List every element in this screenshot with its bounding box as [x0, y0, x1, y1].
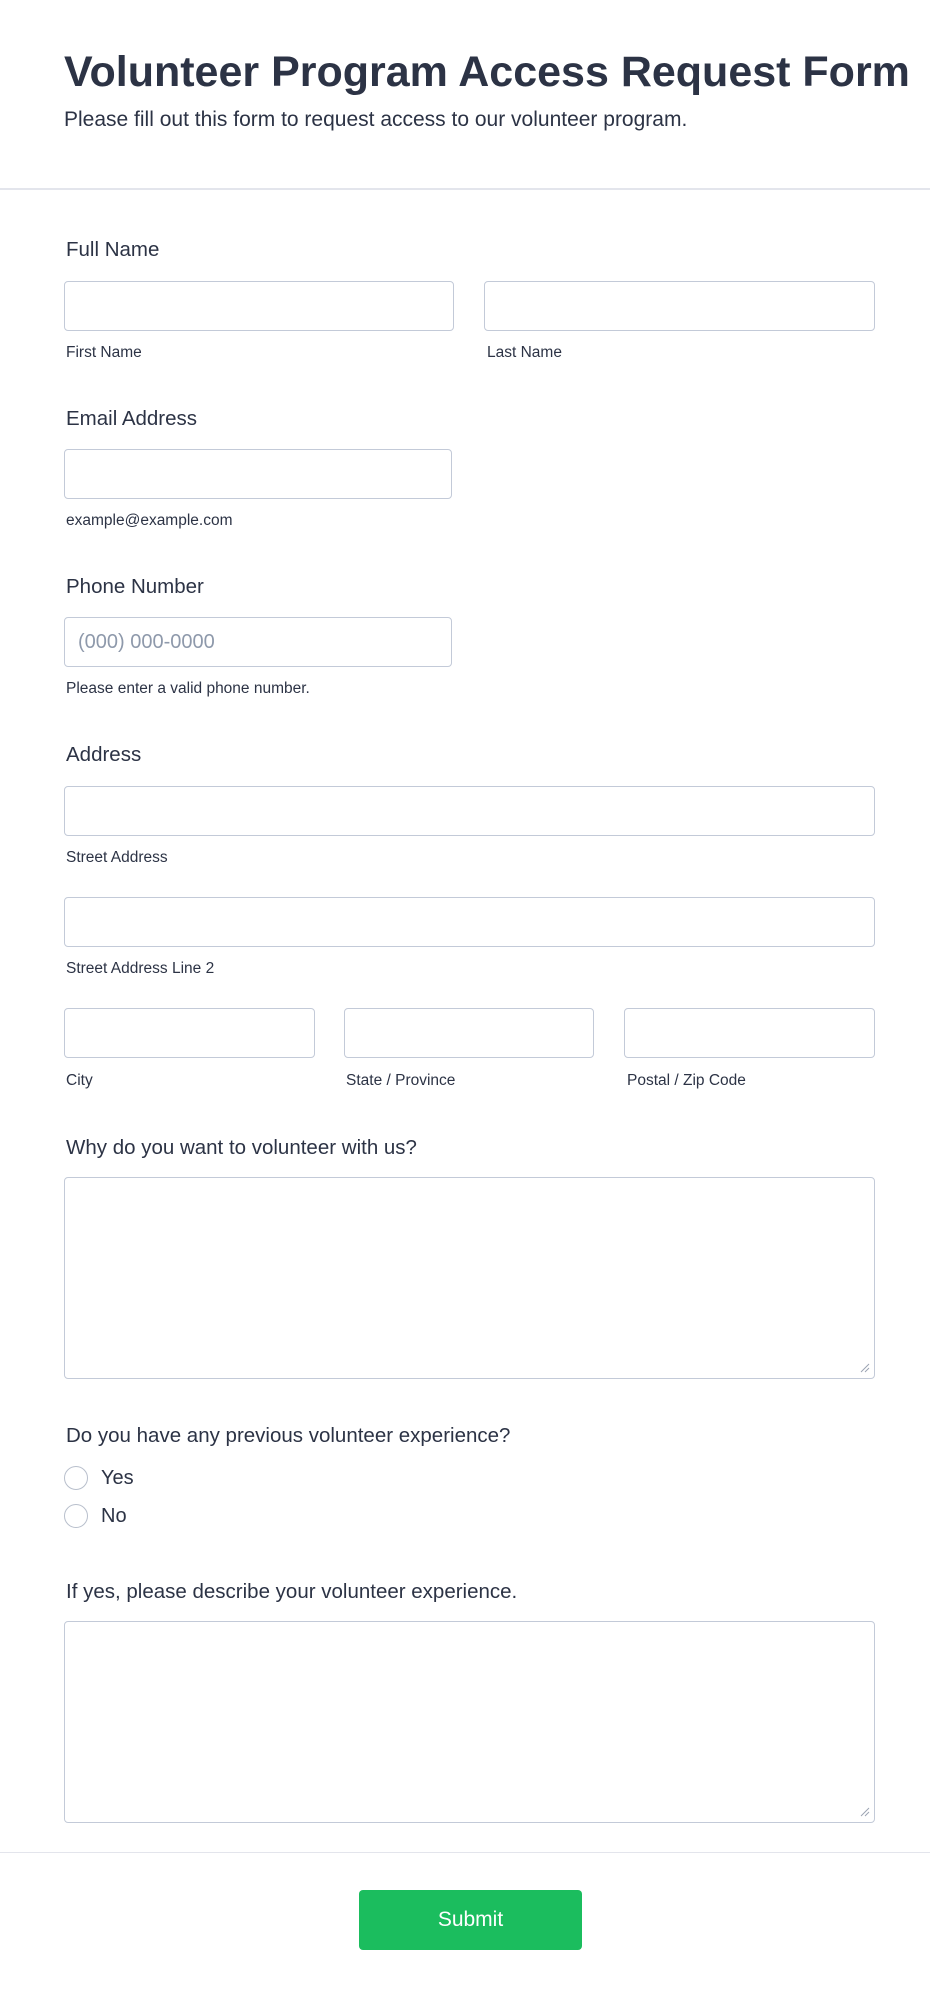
last-name-input[interactable] — [484, 281, 875, 331]
street-address-input[interactable] — [64, 786, 875, 836]
street-address-line2-input[interactable] — [64, 897, 875, 947]
radio-option-no[interactable] — [64, 1504, 127, 1528]
form-header — [0, 0, 930, 190]
page-subtitle: Please fill out this form to request access to our volunteer program. — [64, 108, 688, 131]
last-name-sublabel: Last Name — [487, 344, 562, 361]
describe-experience-textarea[interactable] — [64, 1621, 875, 1823]
street-address-sublabel: Street Address — [66, 849, 168, 866]
why-volunteer-textarea[interactable] — [64, 1177, 875, 1379]
phone-label: Phone Number — [66, 575, 204, 598]
footer-divider — [0, 1852, 930, 1853]
page-title: Volunteer Program Access Request Form — [64, 48, 910, 96]
email-sublabel: example@example.com — [66, 512, 233, 529]
zip-input[interactable] — [624, 1008, 875, 1058]
radio-button[interactable] — [64, 1466, 88, 1490]
full-name-label: Full Name — [66, 238, 160, 261]
phone-sublabel: Please enter a valid phone number. — [66, 680, 310, 697]
zip-sublabel: Postal / Zip Code — [627, 1072, 746, 1089]
first-name-sublabel: First Name — [66, 344, 142, 361]
radio-label-no: No — [101, 1504, 127, 1527]
state-sublabel: State / Province — [346, 1072, 456, 1089]
state-input[interactable] — [344, 1008, 594, 1058]
radio-label-yes: Yes — [101, 1466, 134, 1489]
email-input[interactable] — [64, 449, 452, 499]
describe-experience-label: If yes, please describe your volunteer experience. — [66, 1580, 518, 1603]
city-sublabel: City — [66, 1072, 93, 1089]
first-name-input[interactable] — [64, 281, 454, 331]
city-input[interactable] — [64, 1008, 315, 1058]
experience-label: Do you have any previous volunteer experience? — [66, 1424, 511, 1447]
email-label: Email Address — [66, 407, 198, 430]
address-label: Address — [66, 743, 142, 766]
radio-button[interactable] — [64, 1504, 88, 1528]
submit-button[interactable]: Submit — [359, 1890, 582, 1950]
phone-input[interactable] — [64, 617, 452, 667]
why-volunteer-label: Why do you want to volunteer with us? — [66, 1136, 417, 1159]
radio-option-yes[interactable] — [64, 1466, 134, 1490]
street-address-line2-sublabel: Street Address Line 2 — [66, 960, 215, 977]
